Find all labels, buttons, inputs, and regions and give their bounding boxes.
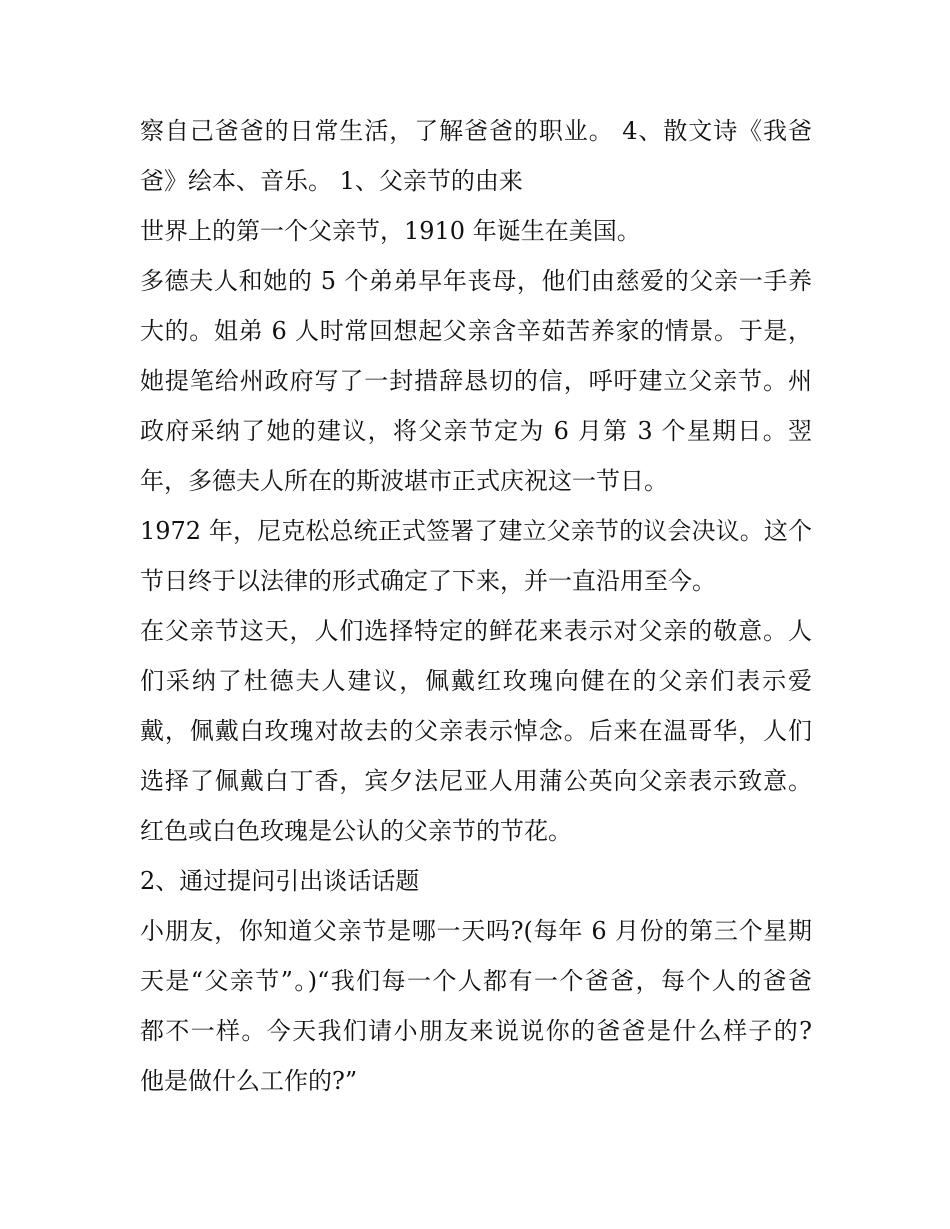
- text-line: 在父亲节这天，人们选择特定的鲜花来表示对父亲的敬意。人: [140, 617, 812, 645]
- text-line: 节日终于以法律的形式确定了下来，并一直沿用至今。: [140, 567, 716, 595]
- text-line: 选择了佩戴白丁香，宾夕法尼亚人用蒲公英向父亲表示致意。: [140, 767, 812, 795]
- text-line: 天是“父亲节”。)“我们每一个人都有一个爸爸，每个人的爸爸: [140, 967, 812, 995]
- text-line: 她提笔给州政府写了一封措辞恳切的信，呼吁建立父亲节。州: [140, 367, 812, 395]
- text-line: 世界上的第一个父亲节，1910 年诞生在美国。: [140, 217, 641, 245]
- text-line: 察自己爸爸的日常生活，了解爸爸的职业。 4、散文诗《我爸: [140, 117, 812, 145]
- text-line: 多德夫人和她的 5 个弟弟早年丧母，他们由慈爱的父亲一手养: [140, 267, 812, 295]
- text-line: 大的。姐弟 6 人时常回想起父亲含辛茹苦养家的情景。于是，: [140, 317, 812, 345]
- text-line: 小朋友，你知道父亲节是哪一天吗?(每年 6 月份的第三个星期: [140, 917, 812, 945]
- text-line: 2、通过提问引出谈话话题: [140, 867, 420, 895]
- text-line: 戴，佩戴白玫瑰对故去的父亲表示悼念。后来在温哥华，人们: [140, 717, 812, 745]
- text-line: 1972 年，尼克松总统正式签署了建立父亲节的议会决议。这个: [140, 517, 812, 545]
- text-line: 年，多德夫人所在的斯波堪市正式庆祝这一节日。: [140, 467, 668, 495]
- text-line: 爸》绘本、音乐。 1、父亲节的由来: [140, 167, 523, 195]
- text-line: 都不一样。今天我们请小朋友来说说你的爸爸是什么样子的?: [140, 1017, 812, 1045]
- text-line: 们采纳了杜德夫人建议，佩戴红玫瑰向健在的父亲们表示爱: [140, 667, 812, 695]
- text-line: 政府采纳了她的建议，将父亲节定为 6 月第 3 个星期日。翌: [140, 417, 812, 445]
- text-line: 他是做什么工作的?”: [140, 1067, 358, 1095]
- document-body: [140, 106, 812, 1106]
- text-line: 红色或白色玫瑰是公认的父亲节的节花。: [140, 817, 572, 845]
